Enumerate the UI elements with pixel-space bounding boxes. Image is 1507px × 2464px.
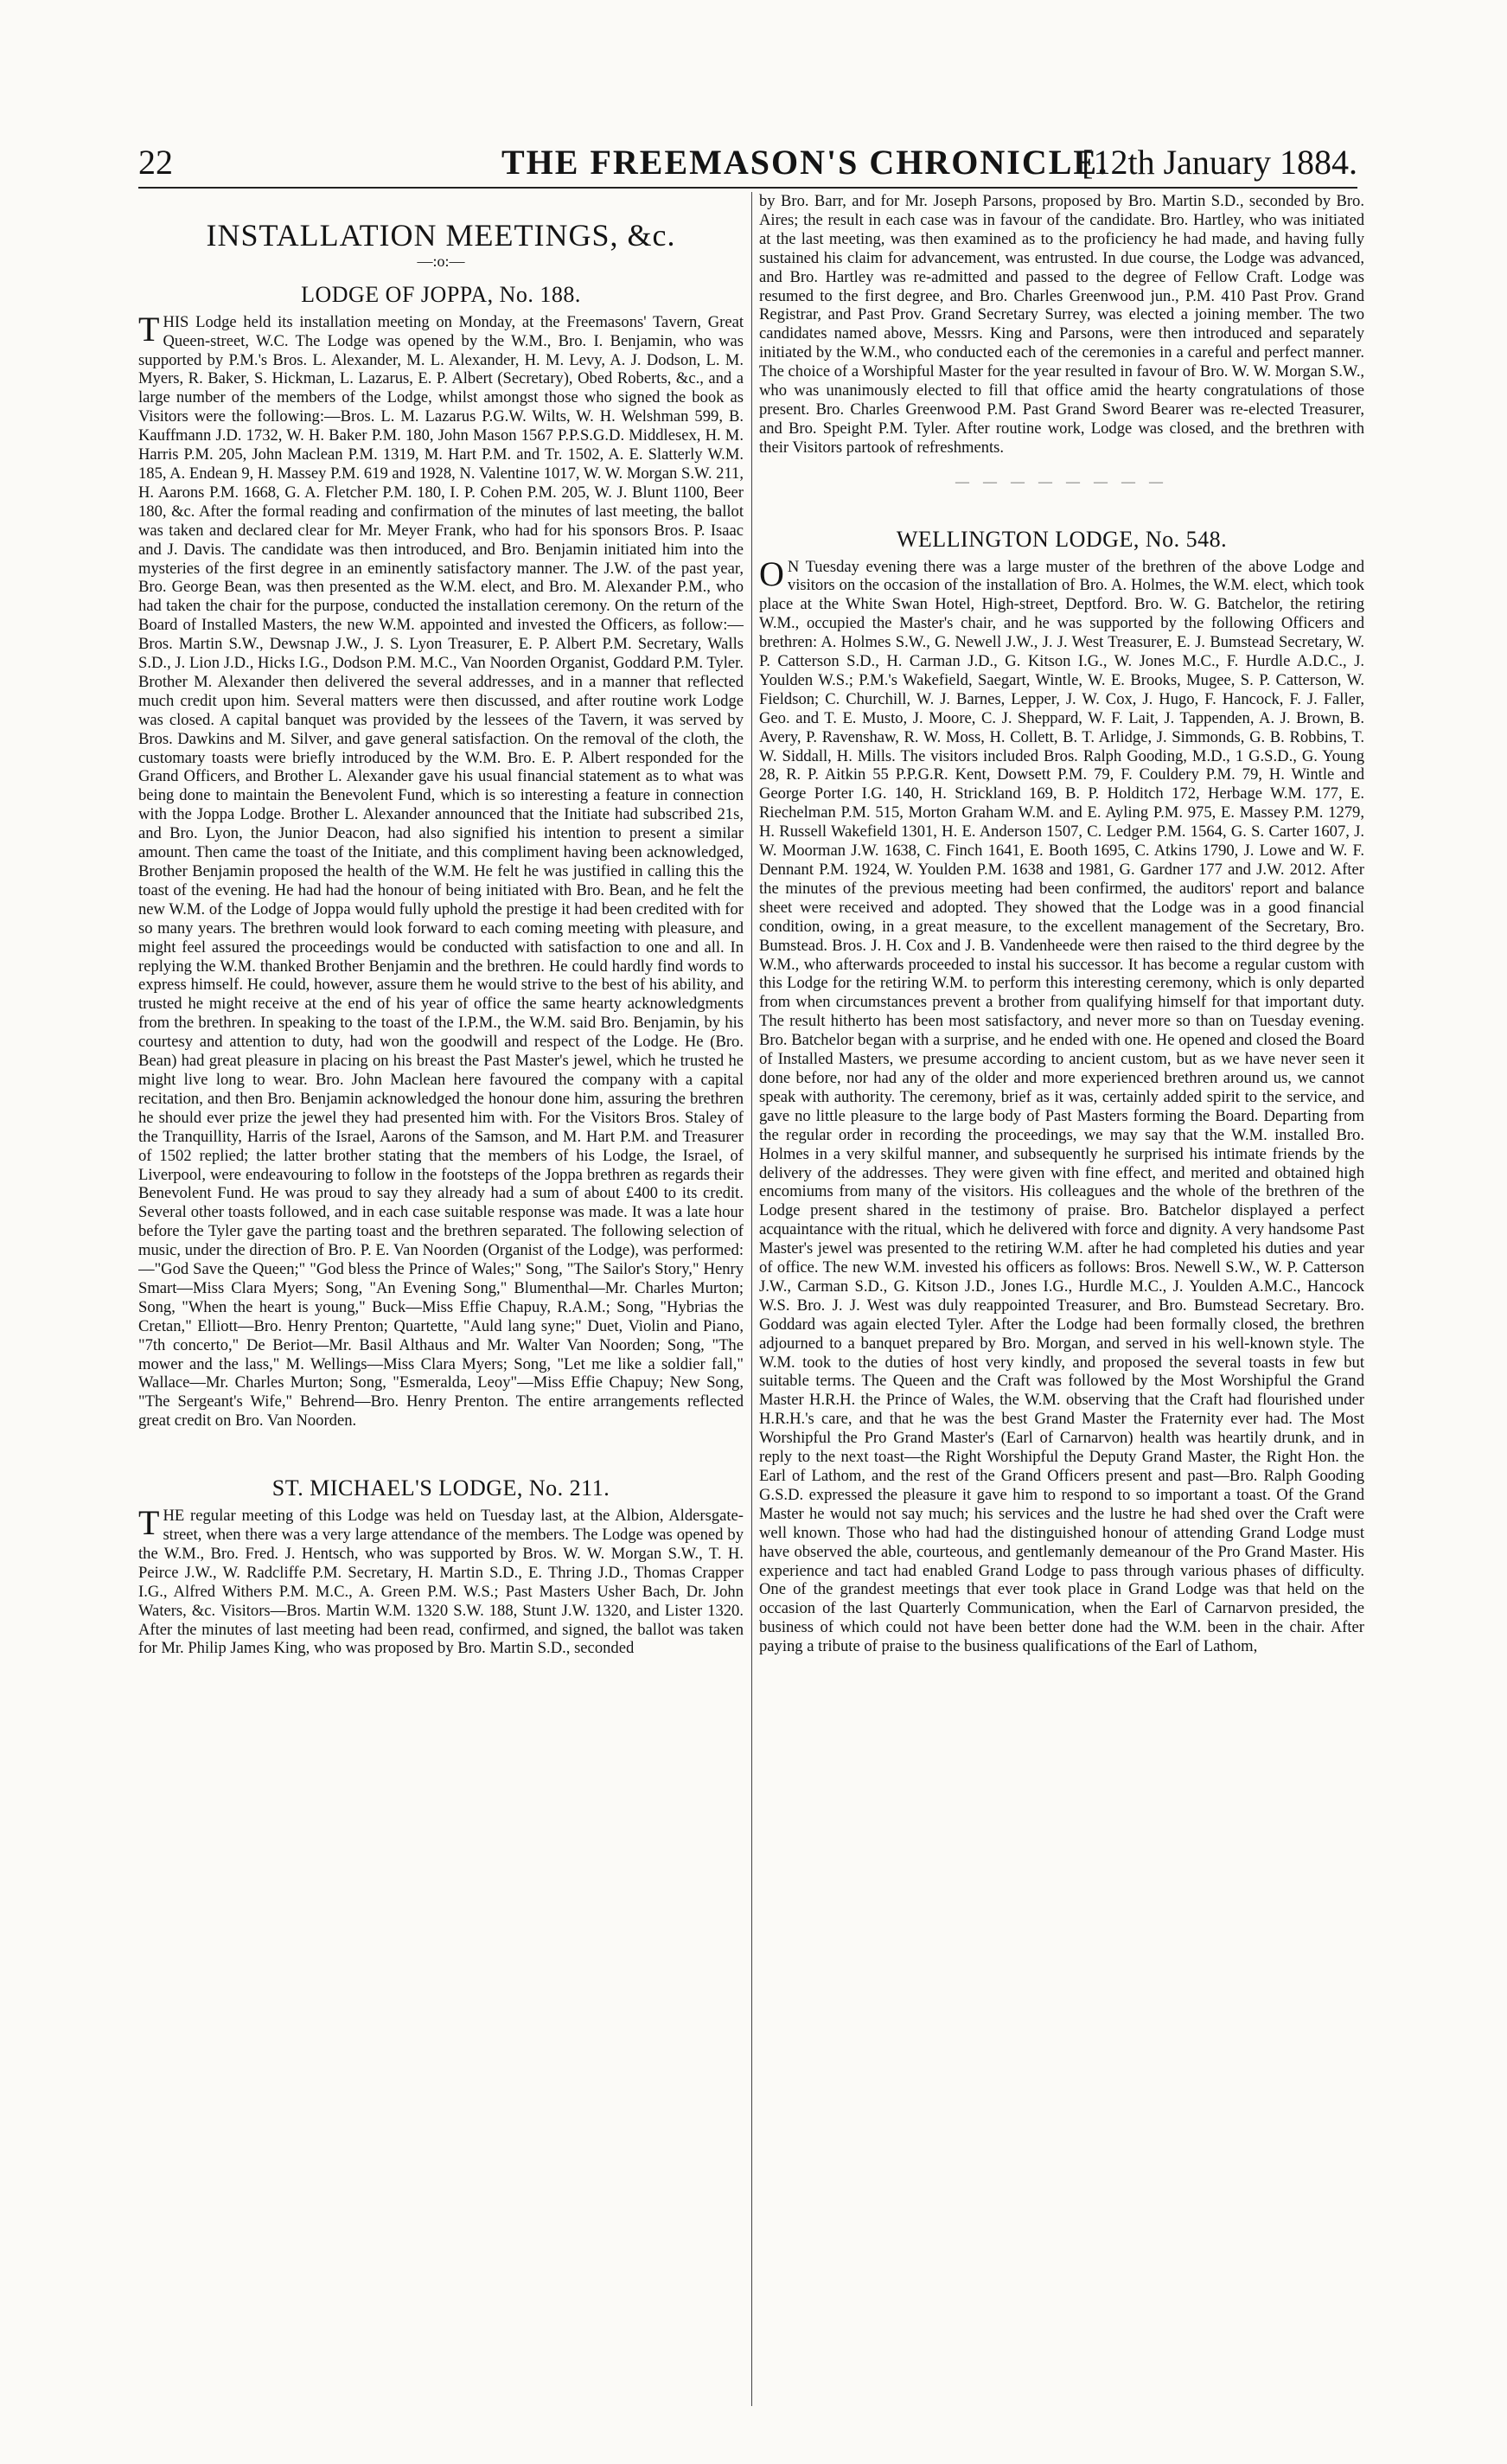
wellington-lodge-report: ON Tuesday evening there was a large muster of the brethren of the above Lodge and visitors on the occasion of the installation of Bro. A. Holmes, the W.M. elect, which took place at the White Swan Hotel, High-street, Deptford. Bro. W. G. Batchelor, the retiring W.M., occupied the Master's chair, and he was supported by the following Officers and brethren: A. Holmes S.W., G. Newell J.W., J. J. West Treasurer, E. J. Bumstead Secretary, W. P. Catterson S.D., H. Carman J.D., G. Kitson I.G., W. Jones M.C., F. Hurdle A.D.C., J. Youlden W.S.; P.M.'s Wakefield, Saegart, Wintle, W. E. Brooks, Mugee, S. P. Catterson, W. Fieldson; C. Churchill, W. J. Barnes, Lepper, J. W. Cox, J. Hugo, F. Hancock, F. J. Faller, Geo. and T. E. Musto, J. Moore, C. J. Sheppard, W. F. Lait, J. Tappenden, A. J. Brown, B. Avery, P. Ravenshaw, R. W. Moss, H. Collett, B. T. Arlidge, J. Simmonds, G. B. Robbins, T. W. Siddall, H. Mills. The visitors included Bros. Ralph Gooding, M.D., 1 G.S.D., G. Young 28, R. P. Aitkin 55 P.P.G.R. Kent, Dowsett P.M. 79, F. Couldery P.M. 79, H. Wintle and George Porter I.G. 140, H. Strickland 169, B. P. Holditch 172, Herbage W.M. 177, E. Riechelman P.M. 515, Morton Graham W.M. and E. Ayling P.M. 975, E. Massey P.M. 1279, H. Russell Wakefield 1301, H. E. Anderson 1507, C. Ledger P.M. 1564, G. S. Carter 1607, J. W. Moorman J.W. 1638, C. Finch 1641, E. Booth 1695, C. Atkins 1790, J. Lowe and W. F. Dennant P.M. 1924, W. Youlden P.M. 1638 and 1981, G. Gardner 177 and J.W. 2012. After the minutes of the previous meeting had been confirmed, the auditors' report and balance sheet were received and adopted. They showed that the Lodge was in a good financial condition, owing, in a great measure, to the excellent management of the Secretary, Bro. Bumstead. Bros. J. H. Cox and J. B. Vandenheede were then raised to the third degree by the W.M., who afterwards proceeded to instal his successor. It has become a regular custom with this Lodge for the retiring W.M. to perform this interesting ceremony, which is only departed from when circumstances prevent a brother from qualifying himself for that important duty. The result hitherto has been most satisfactory, and never more so than on Tuesday evening. Bro. Batchelor began with a surprise, and he ended with one. He opened and closed the Board of Installed Masters, we presume according to ancient custom, but as we have never seen it done before, nor had any of the older and more experienced brethren around us, we cannot speak with authority. The ceremony, brief as it was, certainly added spirit to the service, and gave no little pleasure to the large body of Past Masters forming the Board. Departing from the regular order in recording the proceedings, we may say that the W.M. installed Bro. Holmes in a very skilful manner, and subsequently he surprised his intimate friends by the delivery of the addresses. They were given with fine effect, and merited and obtained high encomiums from many of the visitors. His colleagues and the whole of the brethren of the Lodge present shared in the testimony of praise. Bro. Batchelor displayed a perfect acquaintance with the ritual, which he delivered with force and dignity. A very handsome Past Master's jewel was presented to the retiring W.M. after he had completed his duties and year of office. The new W.M. invested his officers as follows: Bros. Newell S.W., W. P. Catterson J.W., Carman S.D., G. Kitson J.D., Jones I.G., Hurdle M.C., J. Youlden A.M.C., Hancock W.S. Bro. J. J. West was duly reappointed Treasurer, and Bro. Bumstead Secretary. Bro. Goddard was again elected Tyler. After the Lodge had been formally closed, the brethren adjourned to a banquet prepared by Bro. Morgan, and served in his well-known style. The W.M. took to the duties of host very kindly, and proposed the several toasts in few but suitable terms. The Queen and the Craft was followed by the Most Worshipful the Grand Master H.R.H. the Prince of Wales, the W.M. observing that the Craft had flourished under H.R.H.'s care, and that he was the best Grand Master the Fraternity ever had. The Most Worshipful the Pro Grand Master's (Earl of Carnarvon) health was heartily drunk, and in reply to the next toast—the Right Worshipful the Deputy Grand Master, the Right Hon. the Earl of Lathom, and the rest of the Grand Officers present and past—Bro. Ralph Gooding G.S.D. expressed the pleasure it gave him to respond to so important a toast. Of the Grand Master he would not say much; his services and the lustre he had shed over the Craft were well known. Those who had had the distinguished honour of attending Grand Lodge must have observed the able, courteous, and gentlemanly demeanour of the Pro Grand Master. His experience and tact had enabled Grand Lodge to pass through various phases of difficulty. One of the grandest meetings that ever took place in Grand Lodge was that held on the occasion of the last Quarterly Communication, when the Earl of Carnarvon presided, the business of which could not have been better done had the W.M. been in the chair. After paying a tribute of praise to the business qualifications of the Earl of Lathom, bbox=[759, 554, 1364, 1656]
wellington-lodge-title: WELLINGTON LODGE, No. 548. bbox=[896, 526, 1228, 552]
joppa-lodge-report: THIS Lodge held its installation meeting on Monday, at the Freemasons' Tavern, Great Queen-street, W.C. The Lodge was opened by the W.M., Bro. I. Benjamin, who was supported by P.M.'s Bros. L. Alexander, M. L. Alexander, H. M. Levy, A. J. Dodson, L. M. Myers, R. Baker, S. Hickman, L. Lazarus, E. P. Albert (Secretary), Obed Roberts, &c., and a large number of the members of the Lodge, whilst amongst those who signed the book as Visitors were the following:—Bros. L. M. Lazarus P.G.W. Wilts, W. H. Welshman 599, B. Kauffmann J.D. 1732, W. H. Baker P.M. 180, John Mason 1567 P.P.S.G.D. Middlesex, H. M. Harris P.M. 205, John Maclean P.M. 1319, M. Hart P.M. and Tr. 1502, A. E. Slatterly W.M. 185, A. Endean 9, H. Massey P.M. 619 and 1928, N. Valentine 1017, W. W. Morgan S.W. 211, H. Aarons P.M. 1668, G. A. Fletcher P.M. 180, I. P. Cohen P.M. 205, W. J. Blunt 1100, Beer 180, &c. After the formal reading and confirmation of the minutes of last meeting, the ballot was taken and declared clear for Mr. Meyer Frank, who had for his sponsors Bros. P. Isaac and J. Davis. The candidate was then introduced, and Bro. Benjamin initiated him into the mysteries of the first degree in an eminently satisfactory manner. The J.W. of the past year, Bro. George Bean, was then presented as the W.M. elect, and Bro. M. Alexander P.M., who had taken the chair for the purpose, conducted the installation ceremony. On the return of the Board of Installed Masters, the new W.M. appointed and invested the Officers, as follow:—Bros. Martin S.W., Dewsnap J.W., J. S. Lyon Treasurer, E. P. Albert P.M. Secretary, Walls S.D., J. Lion J.D., Hicks I.G., Dodson P.M. M.C., Van Noorden Organist, Goddard P.M. Tyler. Brother M. Alexander then delivered the several addresses, and in a manner that reflected much credit upon him. Several matters were then discussed, and after routine work Lodge was closed. A capital banquet was provided by the lessees of the Tavern, it was served by Bros. Dawkins and M. Silver, and gave general satisfaction. On the removal of the cloth, the customary toasts were briefly introduced by the W.M. Bro. E. P. Albert responded for the Grand Officers, and Brother L. Alexander gave his usual financial statement as to what was being done to maintain the Benevolent Fund, which is so interesting a feature in connection with the Joppa Lodge. Brother L. Alexander announced that the Initiate had subscribed 21s, and Bro. Lyon, the Junior Deacon, had also signified his intention to present a similar amount. Then came the toast of the Initiate, and this compliment having been acknowledged, Brother Benjamin proposed the health of the W.M. He felt he was justified in calling this the toast of the evening. He had had the honour of being initiated with Bro. Bean, and he felt the new W.M. of the Lodge of Joppa would fully uphold the prestige it had been credited with for so many years. The brethren would look forward to each coming meeting with pleasure, and might feel assured the proceedings would be conducted with satisfaction to one and all. In replying the W.M. thanked Brother Benjamin and the brethren. He could hardly find words to express himself. He could, however, assure them he would strive to the best of his ability, and trusted he might receive at the end of his year of office the same hearty acknowledgments from the brethren. In speaking to the toast of the I.P.M., the W.M. said Bro. Benjamin, by his courtesy and attention to duty, had won the goodwill and respect of the Lodge. He (Bro. Bean) had great pleasure in placing on his breast the Past Master's jewel, which he trusted he might live long to wear. Bro. John Maclean here favoured the company with a capital recitation, and then Bro. Benjamin acknowledged the honour done him, assuring the brethren he should ever prize the jewel they had presented him with. For the Visitors Bros. Staley of the Tranquillity, Harris of the Israel, Aarons of the Samson, and M. Hart P.M. and Treasurer of 1502 replied; the latter brother stating that the members of his Lodge, the Israel, of Liverpool, were endeavouring to follow in the footsteps of the Joppa brethren as regards their Benevolent Fund. He was proud to say they already had a sum of about £400 to its credit. Several other toasts followed, and in each case suitable response was made. It was a late hour before the Tyler gave the parting toast and the brethren separated. The following selection of music, under the direction of Bro. P. E. Van Noorden (Organist of the Lodge), was performed:—"God Save the Queen;" "God bless the Prince of Wales;" Song, "The Sailor's Story," Henry Smart—Miss Clara Myers; Song, "An Evening Song," Blumenthal—Mr. Charles Murton; Song, "When the heart is young," Buck—Miss Effie Chapuy, R.A.M.; Song, "Hybrias the Cretan," Elliott—Bro. Henry Prenton; Quartette, "Auld lang syne;" Duet, Violin and Piano, "7th concerto," De Beriot—Mr. Basil Althaus and Mr. Walter Van Noorden; Song, "The mower and the lass," M. Wellings—Miss Clara Myers; Song, "Let me like a soldier fall," Wallace—Mr. Charles Murton; Song, "Esmeralda, Leoy"—Miss Effie Chapuy; New Song, "The Sergeant's Wife," Behrend—Bro. Henry Prenton. The entire arrangements reflected great credit on Bro. Van Noorden. bbox=[138, 309, 744, 1430]
paper-title: THE FREEMASON'S CHRONICLE. bbox=[501, 143, 1109, 182]
st-michaels-report-part-1: THE regular meeting of this Lodge was held on Tuesday last, at the Albion, Aldersgate-street, when there was a very large attendance of the members. The Lodge was opened by the W.M., Bro. Fred. J. Hentsch, who was supported by Bros. W. W. Morgan S.W., T. H. Peirce J.W., W. Radcliffe P.M. Secretary, H. Martin S.D., E. Thring J.D., Thomas Crapper I.G., Alfred Withers P.M. M.C., A. Green P.M. W.S.; Past Masters Usher Bach, Dr. John Waters, &c. Visitors—Bros. Martin W.M. 1320 S.W. 188, Stunt J.W. 1320, and Lister 1320. After the minutes of last meeting had been read, confirmed, and signed, the ballot was taken for Mr. Philip James King, who was proposed by Bro. Martin S.D., seconded bbox=[138, 1503, 744, 1658]
left-column bbox=[138, 192, 744, 2406]
st-michaels-lodge-title: ST. MICHAEL'S LODGE, No. 211. bbox=[271, 1475, 610, 1501]
article-separator: — — — — — — — — bbox=[955, 474, 1168, 490]
masthead bbox=[138, 138, 1357, 189]
column-divider bbox=[751, 192, 752, 2406]
section-ornament: —:o:— bbox=[417, 252, 465, 270]
joppa-lodge-title: LODGE OF JOPPA, No. 188. bbox=[301, 281, 581, 307]
right-column bbox=[759, 192, 1364, 2406]
page-number: 22 bbox=[138, 143, 173, 182]
issue-date: [12th January 1884. bbox=[1082, 143, 1357, 182]
section-title: INSTALLATION MEETINGS, &c. bbox=[206, 218, 676, 253]
st-michaels-report-part-2: by Bro. Barr, and for Mr. Joseph Parsons, proposed by Bro. Martin S.D., seconded by Bro. Aires; the result in each case was in favour of the candidate. Bro. Hartley, who was initiated at the last meeting, was then examined as to the proficiency he had made, and having fully sustained his claim for advancement, was entrusted. In due course, the Lodge was advanced, and Bro. Hartley was re-admitted and passed to the degree of Fellow Craft. Lodge was resumed to the first degree, and Bro. Charles Greenwood jun., P.M. 410 Past Prov. Grand Registrar, and Past Prov. Grand Secretary Surrey, was elected a joining member. The two candidates named above, Messrs. King and Parsons, were then introduced and separately initiated by the W.M., who conducted each of the ceremonies in a careful and perfect manner. The choice of a Worshipful Master for the year resulted in favour of Bro. W. W. Morgan S.W., who was unanimously elected to fill that office amid the hearty congratulations of those present. Bro. Charles Greenwood P.M. Past Grand Sword Bearer was re-elected Treasurer, and Bro. Speight P.M. Tyler. After routine work, Lodge was closed, and the brethren with their Visitors partook of refreshments. bbox=[759, 192, 1364, 457]
